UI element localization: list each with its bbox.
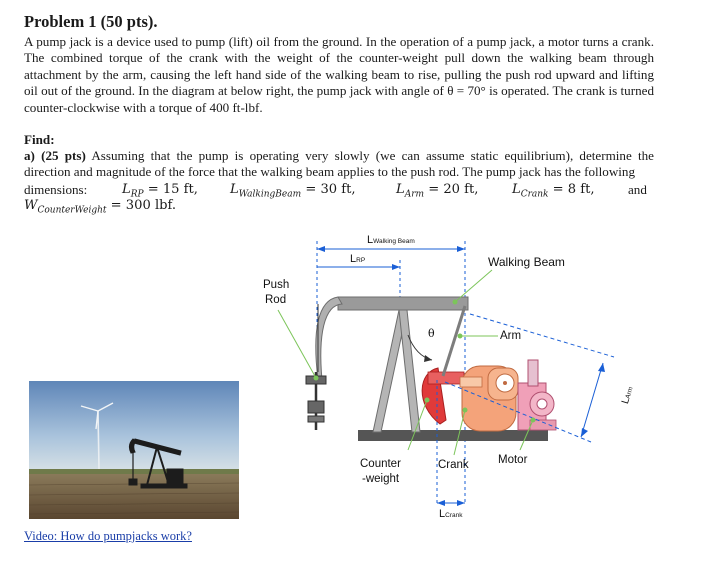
dimensions-label: dimensions: — [24, 182, 88, 197]
label-l-walking-beam: LWalking Beam — [367, 234, 415, 246]
problem-statement: A pump jack is a device used to pump (lift) oil from the ground. In the operation of a pump jack, a motor turns a crank. The combined torque of the crank with the weight of the counter-weight pull down the walking beam through attachment by the arm, causing the left hand side of the walking beam to rise, pulling the push rod upward and lifting oil out of the ground. In the diagram at below right, the pump jack with angle of θ = 70° is operated. The crank is turned counter-clockwise with a torque of 400 ft-lbf. — [24, 34, 654, 115]
problem-title: Problem 1 (50 pts). — [24, 12, 158, 31]
counterweight — [422, 368, 464, 424]
label-walking-beam: Walking Beam — [488, 255, 565, 269]
label-weight: -weight — [362, 473, 400, 485]
and-word: and — [628, 182, 647, 197]
label-crank: Crank — [438, 459, 469, 471]
label-motor: Motor — [498, 454, 528, 466]
label-arm: Arm — [500, 330, 522, 342]
dim-w-counterweight: $W_{CounterWeight} = 300$ lbf. — [24, 198, 177, 216]
label-theta: θ — [428, 327, 435, 340]
label-l-crank: LCrank — [439, 508, 463, 520]
rp-dimension — [317, 260, 400, 300]
label-l-arm: LArm — [620, 386, 635, 406]
part-a-label: a) (25 pts) — [24, 148, 86, 163]
label-l-rp: LRP — [350, 253, 366, 265]
a-frame-legs — [373, 310, 420, 432]
label-rod: Rod — [265, 294, 287, 306]
dim-l-arm: $L_{Arm} = 20$ ft, — [396, 182, 479, 200]
theta-arrow-icon — [424, 355, 432, 362]
part-a-body: Assuming that the pump is operating very slowly (we can assume static equilibrium), determine the direction and magnitude of the force that the walking beam applies to the push rod. The pump jack has the following — [24, 148, 654, 180]
label-counter: Counter — [360, 458, 401, 470]
label-push: Push — [263, 279, 290, 291]
find-heading: Find: — [24, 132, 55, 147]
base-platform — [358, 430, 548, 441]
dim-l-rp: $L_{RP} = 15$ ft, — [122, 182, 198, 200]
dim-l-walking-beam: $L_{WalkingBeam} = 30$ ft, — [230, 182, 356, 200]
dim-l-crank: $L_{Crank} = 8$ ft, — [512, 182, 595, 200]
video-link[interactable]: Video: How do pumpjacks work? — [24, 529, 192, 543]
